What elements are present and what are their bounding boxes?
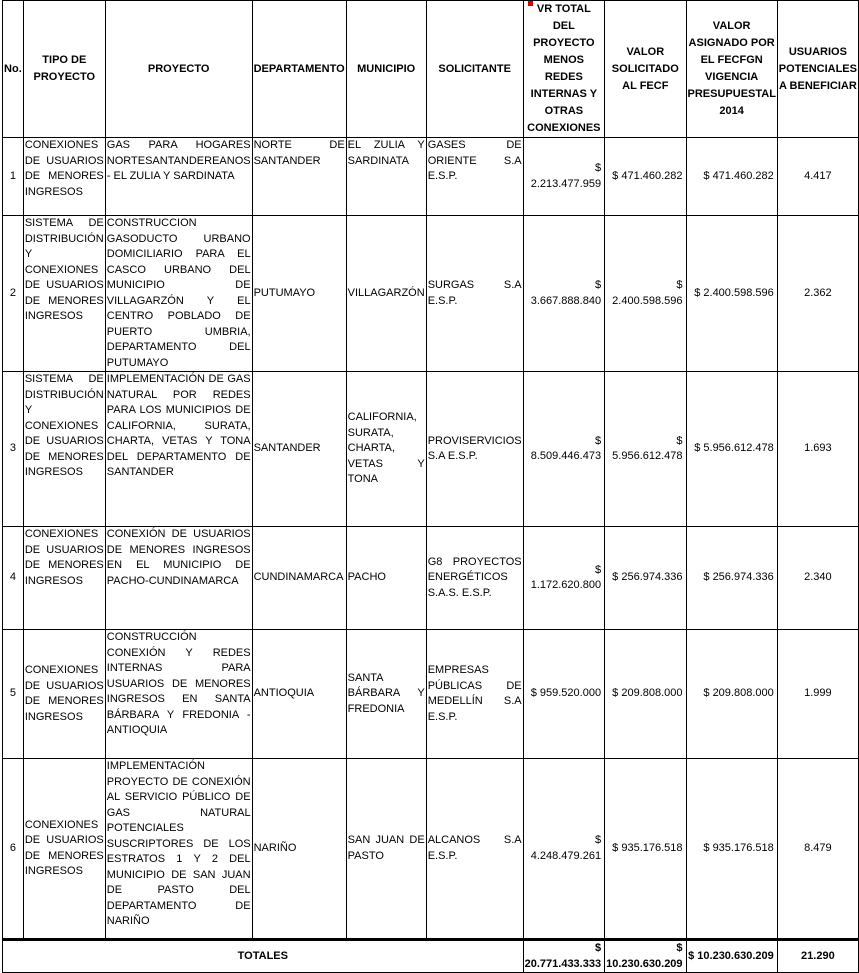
cell-vr-total: $ 4.248.479.261: [523, 759, 604, 940]
cell-no: 4: [3, 527, 24, 630]
cell-usuarios: 8.479: [777, 759, 858, 940]
header-valor-solicitado: VALOR SOLICITADO AL FECF: [605, 1, 686, 138]
total-usuarios: 21.290: [777, 940, 858, 973]
table-row: [3, 372, 859, 527]
cell-solicitante: ALCANOS S.A E.S.P.: [426, 759, 523, 940]
cell-tipo: SISTEMA DE DISTRIBUCIÓN Y CONEXIONES DE USUARIOS DE MENORES INGRESOS: [23, 372, 105, 527]
header-proyecto: PROYECTO: [105, 1, 252, 138]
table-row: [3, 759, 859, 940]
table-row: [3, 216, 859, 372]
header-vr-total: VR TOTAL DEL PROYECTO MENOS REDES INTERNAS Y OTRAS CONEXIONES: [523, 1, 604, 138]
totals-label: TOTALES: [3, 940, 524, 973]
table-row: [3, 138, 859, 216]
header-departamento: DEPARTAMENTO: [252, 1, 346, 138]
totals-row: [3, 940, 859, 973]
cell-proyecto: GAS PARA HOGARES NORTESANTANDEREANOS - EL ZULIA Y SARDINATA: [105, 138, 252, 216]
cell-no: 2: [3, 216, 24, 372]
cell-usuarios: 1.999: [777, 630, 858, 759]
header-valor-asignado: VALOR ASIGNADO POR EL FECFGN VIGENCIA PRESUPUESTAL 2014: [686, 1, 777, 138]
cell-solicitante: G8 PROYECTOS ENERGÉTICOS S.A.S. E.S.P.: [426, 527, 523, 630]
cell-solicitante: SURGAS S.A E.S.P.: [426, 216, 523, 372]
cell-proyecto: CONSTRUCCIÓN CONEXIÓN Y REDES INTERNAS PARA USUARIOS DE MENORES INGRESOS EN SANTA BÁRBARA Y FREDONIA - ANTIOQUIA: [105, 630, 252, 759]
cell-vr-total: $ 959.520.000: [523, 630, 604, 759]
cell-tipo: CONEXIONES DE USUARIOS DE MENORES INGRESOS: [23, 527, 105, 630]
cell-valor-solicitado: $ 2.400.598.596: [605, 216, 686, 372]
cell-departamento: ANTIOQUIA: [252, 630, 346, 759]
cell-tipo: CONEXIONES DE USUARIOS DE MENORES INGRESOS: [23, 630, 105, 759]
cell-solicitante: PROVISERVICIOS S.A E.S.P.: [426, 372, 523, 527]
cell-solicitante: EMPRESAS PÚBLICAS DE MEDELLÍN S.A E.S.P.: [426, 630, 523, 759]
cell-valor-asignado: $ 256.974.336: [686, 527, 777, 630]
cell-no: 1: [3, 138, 24, 216]
header-no: No.: [3, 1, 24, 138]
header-municipio: MUNICIPIO: [346, 1, 426, 138]
cell-valor-asignado: $ 471.460.282: [686, 138, 777, 216]
cell-departamento: SANTANDER: [252, 372, 346, 527]
cell-no: 3: [3, 372, 24, 527]
table-row: [3, 527, 859, 630]
cell-valor-asignado: $ 2.400.598.596: [686, 216, 777, 372]
header-row: [3, 1, 859, 138]
cell-proyecto: CONSTRUCCION GASODUCTO URBANO DOMICILIARIO PARA EL CASCO URBANO DEL MUNICIPIO DE VILLAGARZÓN Y EL CENTRO POBLADO DE PUERTO UMBRIA, DEPARTAMENTO DEL PUTUMAYO: [105, 216, 252, 372]
cell-valor-solicitado: $ 935.176.518: [605, 759, 686, 940]
cell-usuarios: 4.417: [777, 138, 858, 216]
cell-municipio: EL ZULIA Y SARDINATA: [346, 138, 426, 216]
cell-departamento: PUTUMAYO: [252, 216, 346, 372]
cell-valor-solicitado: $ 5.956.612.478: [605, 372, 686, 527]
cell-solicitante: GASES DE ORIENTE S.A E.S.P.: [426, 138, 523, 216]
cell-vr-total: $ 8.509.446.473: [523, 372, 604, 527]
cell-usuarios: 2.362: [777, 216, 858, 372]
total-vr-total: $ 20.771.433.333: [523, 940, 604, 973]
total-valor-asignado: $ 10.230.630.209: [686, 940, 777, 973]
cell-proyecto: IMPLEMENTACIÓN PROYECTO DE CONEXIÓN AL SERVICIO PÚBLICO DE GAS NATURAL POTENCIALES SUSCRIPTORES DE LOS ESTRATOS 1 Y 2 DEL MUNICIPIO DE SAN JUAN DE PASTO DEL DEPARTAMENTO DE NARIÑO: [105, 759, 252, 940]
cell-vr-total: $ 2.213.477.959: [523, 138, 604, 216]
cell-departamento: NARIÑO: [252, 759, 346, 940]
cell-municipio: SANTA BÁRBARA Y FREDONIA: [346, 630, 426, 759]
cell-municipio: SAN JUAN DE PASTO: [346, 759, 426, 940]
total-valor-solicitado: $ 10.230.630.209: [605, 940, 686, 973]
cell-usuarios: 2.340: [777, 527, 858, 630]
cell-valor-asignado: $ 5.956.612.478: [686, 372, 777, 527]
cell-vr-total: $ 1.172.620.800: [523, 527, 604, 630]
cell-no: 6: [3, 759, 24, 940]
table-row: [3, 630, 859, 759]
header-solicitante: SOLICITANTE: [426, 1, 523, 138]
cell-vr-total: $ 3.667.888.840: [523, 216, 604, 372]
projects-table: [2, 0, 859, 973]
cell-municipio: PACHO: [346, 527, 426, 630]
cell-valor-solicitado: $ 209.808.000: [605, 630, 686, 759]
cell-proyecto: IMPLEMENTACIÓN DE GAS NATURAL POR REDES PARA LOS MUNICIPIOS DE CALIFORNIA, SURATA, CHARTA, VETAS Y TONA DEL DEPARTAMENTO DE SANTANDER: [105, 372, 252, 527]
cell-valor-asignado: $ 935.176.518: [686, 759, 777, 940]
header-usuarios: USUARIOS POTENCIALES A BENEFICIAR: [777, 1, 858, 138]
cell-no: 5: [3, 630, 24, 759]
cell-tipo: SISTEMA DE DISTRIBUCIÓN Y CONEXIONES DE USUARIOS DE MENORES INGRESOS: [23, 216, 105, 372]
cell-tipo: CONEXIONES DE USUARIOS DE MENORES INGRESOS: [23, 138, 105, 216]
cell-departamento: CUNDINAMARCA: [252, 527, 346, 630]
cell-valor-solicitado: $ 471.460.282: [605, 138, 686, 216]
cell-valor-asignado: $ 209.808.000: [686, 630, 777, 759]
cell-valor-solicitado: $ 256.974.336: [605, 527, 686, 630]
cell-proyecto: CONEXIÓN DE USUARIOS DE MENORES INGRESOS EN EL MUNICIPIO DE PACHO-CUNDINAMARCA: [105, 527, 252, 630]
cell-tipo: CONEXIONES DE USUARIOS DE MENORES INGRESOS: [23, 759, 105, 940]
cell-municipio: CALIFORNIA, SURATA, CHARTA, VETAS Y TONA: [346, 372, 426, 527]
header-tipo: TIPO DE PROYECTO: [23, 1, 105, 138]
cell-municipio: VILLAGARZÓN: [346, 216, 426, 372]
cell-departamento: NORTE DE SANTANDER: [252, 138, 346, 216]
cell-usuarios: 1.693: [777, 372, 858, 527]
